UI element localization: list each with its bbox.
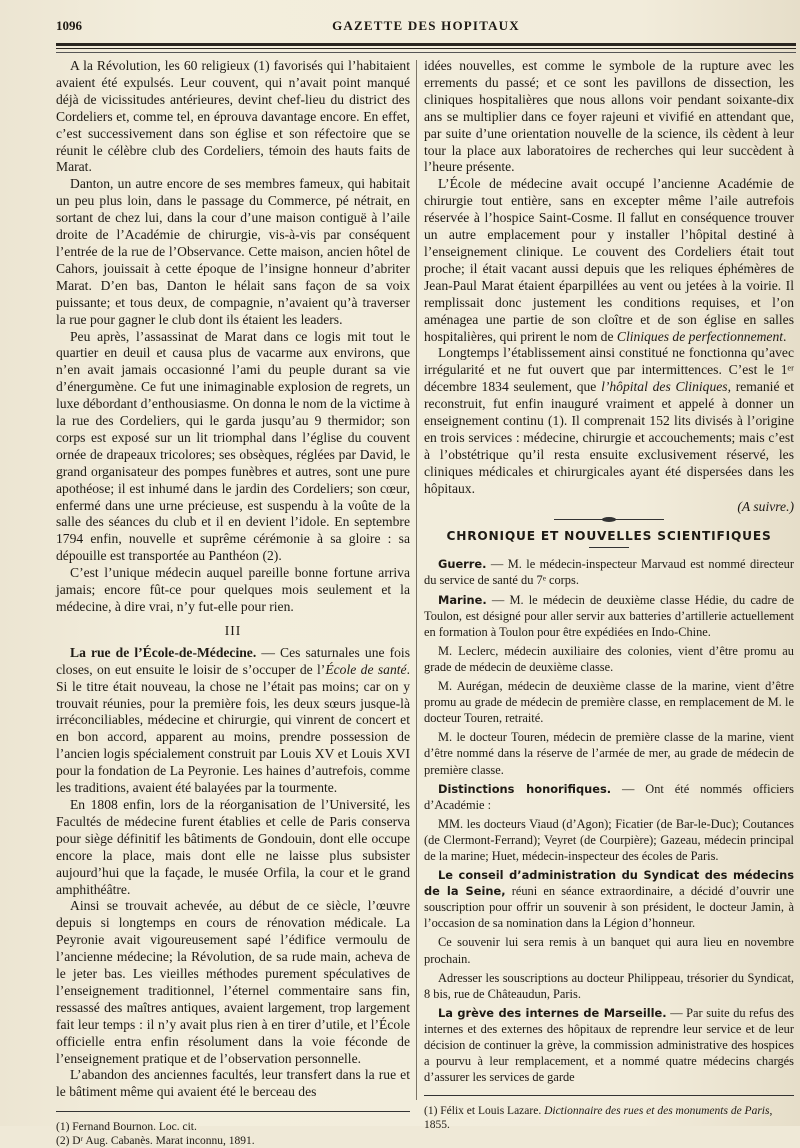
news-item (424, 867, 794, 931)
news-text: MM. les docteurs Viaud (d’Agon); Ficatier (de Bar-le-Duc); Coutances (de Clermont-Ferrand); Veyret (de Courpière); Gazeau, médecin principal de la marine; Huet, médecin-inspecteur des écoles de Paris. (424, 816, 794, 863)
news-list (424, 556, 794, 1085)
paragraph: L’École de médecine avait occupé l’ancienne Académie de chirurgie tout entière, sans en excepter même l’aile autrefois réservée à l’hospice Saint-Cosme. Il fallut en conséquence trouver un autre emplacement pour y installer l’hôpital destiné à l’enseignement clinique. Le couvent des Cordeliers était tout proche; il était vacant aussi depuis que les reliques éphémères de Jean-Paul Marat étaient éparpillées au vent ou jetées à la voirie. Il remplissait donc justement les conditions requises, et l’on aménagea une partie de son cloître et de son église en salles hospitalières, qui prirent le nom de Cliniques de perfectionnement. (424, 176, 794, 344)
paragraph (424, 345, 794, 497)
left-column (56, 58, 410, 1148)
news-item (424, 556, 794, 588)
paragraph: A la Révolution, les 60 religieux (1) favorisés qui l’habitaient avaient été expulsés. Leur couvent, qui n’avait point manqué déjà de vicissitudes antérieures, devint chef-lieu du district des Cordeliers et, comme tel, en éprouva davantage encore. En effet, c’est successivement dans son église et son réfectoire que se réunit le célèbre club des Cordeliers, témoin des hauts faits de Marat. (56, 58, 410, 175)
news-text: Ce souvenir lui sera remis à un banquet qui aura lieu en novembre prochain. (424, 935, 794, 966)
news-text: M. le docteur Touren, médecin de première classe de la marine, vient d’être nommé dans la réserve de l’armée de mer, au grade de médecin de première classe. (424, 730, 794, 777)
news-text: — Ont été nommés officiers d’Académie : (424, 781, 795, 812)
section-separator (554, 519, 664, 520)
header-rule-thin-second (56, 52, 796, 53)
section-italic: École de santé (325, 661, 407, 677)
paragraph-text: L’École de médecine avait occupé l’ancienne Académie de chirurgie tout entière, sans en excepter même l’aile autrefois réservée à l’hospice Saint-Cosme. Il fallut en conséquence trouver un autre emplacement pour y installer l’hôpital destiné à l’enseignement clinique. Le couvent des Cordeliers était tout proche; il était vacant aussi depuis que les reliques éphémères de Jean-Paul Marat étaient éparpillées au vent ou jetées à la voirie. Il remplissait donc justement les conditions requises, et l’on aménagea une partie de son cloître et de son église en salles hospitalières, qui prirent le nom de (424, 176, 794, 344)
news-text: — M. le médecin de deuxième classe Hédie, du cadre de Toulon, est désigné pour aller servir aux batteries d’artillerie actuellement en formation à Toulon pour être expédiées en Indo-Chine. (424, 592, 794, 639)
paragraph: En 1808 enfin, lors de la réorganisation de l’Université, les Facultés de médecine furent établies et celle de Paris conserva pour siège définitif les bâtiments de Gondouin, dont elle occupe encore la place, mais dont elle ne laisse plus subsister aujourd’hui que la façade, le musée Orfila, la cour et le grand amphithéâtre. (56, 796, 410, 897)
news-item (424, 816, 794, 864)
footnote (424, 1104, 794, 1132)
clinique-name: Cliniques de perfectionnement (616, 328, 784, 344)
to-be-continued: (A suivre.) (737, 498, 794, 514)
news-item (424, 970, 794, 1002)
news-heading: La grève des internes de Marseille. (438, 1005, 667, 1020)
paragraph-italic: l’hôpital des Cliniques (601, 379, 728, 395)
chronique-title: CHRONIQUE ET NOUVELLES SCIENTIFIQUES (446, 529, 772, 544)
news-heading: Marine. (438, 592, 487, 607)
news-text: — Par suite du refus des internes et des externes des hôpitaux de reprendre leur service et de leur décision de continuer la grève, la commission administrative des hospices a pourvu à leur remplacement, et a nommé quatre médecins chargés d’assurer les services de garde (424, 1005, 794, 1085)
section-heading: La rue de l’École-de-Médecine. (70, 644, 257, 660)
footnote: (1) Fernand Bournon. Loc. cit. (56, 1121, 197, 1134)
chronique-underline (589, 547, 629, 548)
paragraph: L’abandon des anciennes facultés, leur transfert dans la rue et le bâtiment même qui avaient été le berceau des (56, 1067, 410, 1100)
paragraph-text-end: , remanié et reconstruit, fut enfin inauguré vraiment et appelé à donner un enseignement continu (1). Il comprenait 152 lits divisés à l’origine en trois services : médecine, chirurgie et accouchements; mais c’est à l’obstétrique qu’il resta ensuite exclusivement réservé, les cliniques médicales et chirurgicales ayant été dispersées dans les hôpitaux. (424, 379, 795, 496)
page-header (56, 14, 796, 40)
paragraph: idées nouvelles, est comme le symbole de la rupture avec les errements du passé; et ce sont les pavillons de dissection, les cliniques hospitalières que nous allons voir pendant soixante-dix ans se multiplier dans ce foyer rajeuni et vivifié en attendant que, par suite d’une orientation nouvelle de la science, ils cèdent à leur tour la place aux laboratoires de recherches qui leur succèdent à l’heure présente. (424, 58, 794, 175)
news-text: Adresser les souscriptions au docteur Philippeau, trésorier du Syndicat, 8 bis, rue de Châteaudun, Paris. (424, 970, 794, 1001)
footnote-rule (424, 1095, 794, 1096)
right-column (424, 58, 794, 1132)
section-paragraph (56, 645, 410, 797)
paragraph-text: Longtemps l’établissement ainsi constitué ne fonctionna qu’avec irrégularité et ne fut ouvert que par intermittences. C’est le 1ᵉʳ décembre 1834 seulement, que (424, 345, 794, 395)
footnote-rule (56, 1111, 410, 1112)
paragraph: Danton, un autre encore de ses membres fameux, qui habitait un peu plus loin, dans le passage du Commerce, pé nétrait, en sortant de chez lui, dans la cour d’une maison contiguë à l’aile droite de l’Académie de chirurgie, vis-à-vis par conséquent l’entrée de la rue de l’Observance. Cette maison, ancien hôtel de Cahors, jouissait à cette époque de l’insigne honneur d’abriter Marat. D’en bas, Danton le hélait sans façon de sa voix puissante; et tous deux, de compagnie, n’avaient qu’à traverser la rue pour gagner le club dont ils étaient les leaders. (56, 176, 410, 327)
footnote: (2) Dʳ Aug. Cabanès. Marat inconnu, 1891. (56, 1135, 255, 1148)
column-divider (416, 60, 417, 1100)
news-item (424, 678, 794, 726)
page-number: 1096 (56, 18, 82, 33)
journal-title: GAZETTE DES HOPITAUX (332, 18, 520, 33)
news-text: — M. le médecin-inspecteur Marvaud est nommé directeur du service de santé du 7ᵉ corps. (424, 557, 794, 588)
news-text: réuni en séance extraordinaire, a décidé d’ouvrir une souscription pour offrir un souvenir à son président, le docteur Jamin, à l’occasion de sa nomination dans la Légion d’honneur. (424, 884, 794, 931)
header-rule (56, 43, 796, 46)
paragraph: Peu après, l’assassinat de Marat dans ce logis mit tout le quartier en deuil et causa plus de vacarme aux environs, que n’en avait jamais occasionné l’ami du peuple durant sa vie d’énergumène. Ce fut une inimaginable explosion de regrets, un luxe débordant d’enthousiasme. On donna le nom de la victime à la rue des Cordeliers, qui le garda jusqu’au 9 thermidor; son corps est exposé sur un lit triomphal dans l’église du couvent ornée de drapeaux tricolores; ses obsèques, réglées par David, le grand organisateur des pompes funèbres et autres, sont une pure apothéose; il est inhumé dans le jardin des Cordeliers; son cœur, enfermé dans une urne précieuse, est suspendu à la voûte de la salle des séances du club et il en devient l’idole. En septembre 1794 enfin, nouvelle et suprême cérémonie à sa gloire : sa dépouille est transportée au Panthéon (2). (56, 328, 410, 564)
section-text: — Ces saturnales une fois closes, on eut ensuite le loisir de s’occuper de l’ (56, 644, 410, 677)
header-rule-thin (56, 48, 796, 49)
footnote-text: (1) Félix et Louis Lazare. (424, 1105, 545, 1118)
paragraph: Ainsi se trouvait achevée, au début de ce siècle, l’œuvre depuis si longtemps en cours de rénovation médicale. La Peyronie avait vigoureusement sapé l’édifice vermoulu de l’ancienne médecine; la Révolution, de sa rude main, acheva de le jeter bas. Les vieilles méthodes purement spéculatives de l’enseignement traditionnel, l’éternel commentaire sans fin, ressassé des maîtres antiques, avaient largement, trop largement fait leur temps : il n’y avait plus rien à en tirer d’utile, et l’École officielle entra enfin résolument dans la voie féconde de l’enseignement pratique et de l’observation personnelle. (56, 898, 410, 1066)
news-item (424, 1005, 794, 1085)
section-number: III (224, 622, 242, 638)
section-text-end: . Si le titre était nouveau, la chose ne l’était pas moins; car on y trouvait réunies, pour la première fois, les deux sœurs jusque-là irréconciliables, médecine et chirurgie, qui vinrent de concert et en bon accord, apparent au moins, prendre possession de l’ancien logis spécialement construit par Louis XV et Louis XVI pour la fondation de La Peyronie. Les haines d’autrefois, comme les traditions, avaient été balayées par la tourmente. (56, 661, 410, 796)
news-heading: Distinctions honorifiques. (438, 781, 612, 796)
news-item (424, 781, 794, 813)
news-heading: Le conseil d’administration du Syndicat des médecins de la Seine, (424, 868, 794, 899)
news-item (424, 643, 794, 675)
footnote-italic: Dictionnaire des rues et des monuments de Paris (544, 1105, 770, 1118)
news-text: M. Aurégan, médecin de deuxième classe de la marine, vient d’être promu au grade de médecin de première classe, en remplacement de M. le docteur Touren, retraité. (424, 679, 794, 726)
news-item (424, 592, 794, 640)
news-item (424, 729, 794, 777)
news-heading: Guerre. (438, 557, 487, 572)
news-text: M. Leclerc, médecin auxiliaire des colonies, vient d’être promu au grade de médecin de deuxième classe. (424, 643, 794, 674)
paragraph: C’est l’unique médecin auquel pareille bonne fortune arriva jamais; encore fût-ce pour quelques mois seulement et la médecine, à dire vrai, n’y fut-elle pour rien. (56, 565, 410, 614)
footnote-text-end: , 1855. (424, 1105, 773, 1132)
news-item (424, 934, 794, 966)
